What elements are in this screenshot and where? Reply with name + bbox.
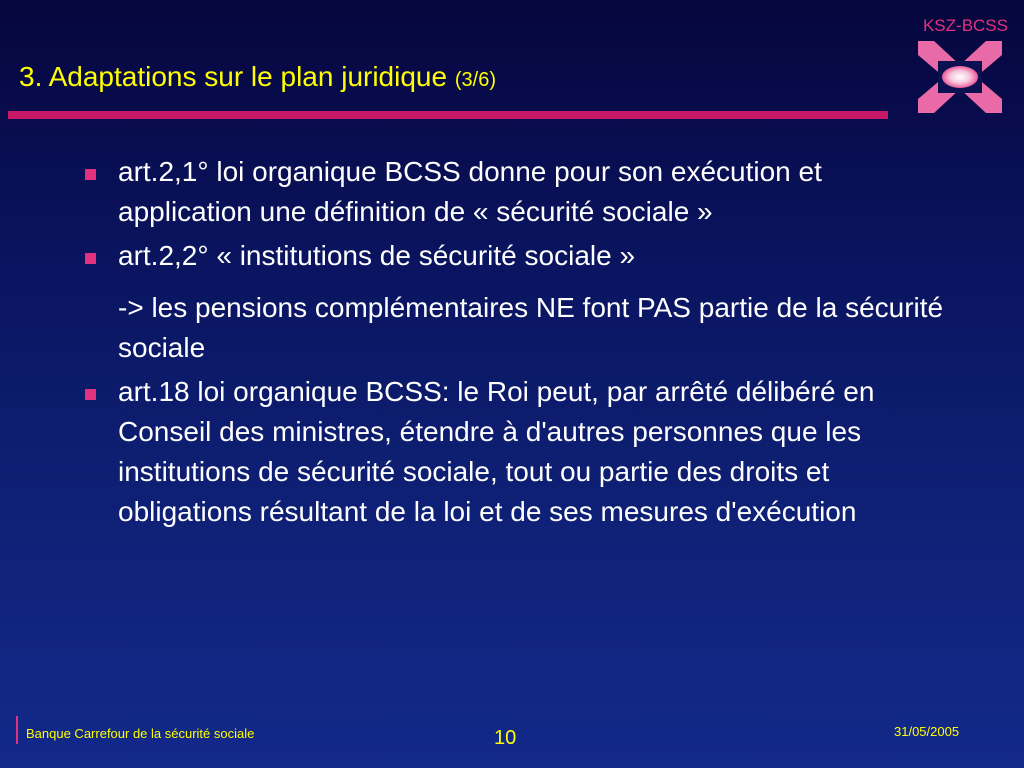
footer-date: 31/05/2005 [894, 724, 960, 739]
bullet-text: art.2,1° loi organique BCSS donne pour son exécution et application une définition de « sécurité sociale » [118, 156, 822, 227]
bullet-item [78, 236, 958, 276]
brand-block [878, 17, 1008, 117]
footer-organization: Banque Carrefour de la sécurité sociale [26, 726, 255, 741]
bullet-item [78, 372, 958, 532]
slide-title-text: 3. Adaptations sur le plan juridique [19, 61, 448, 92]
title-divider [8, 111, 888, 119]
square-bullet-icon [85, 389, 96, 400]
slide-number: 10 [494, 727, 517, 749]
bullet-text: art.2,2° « institutions de sécurité sociale » [118, 240, 636, 271]
bullet-continuation: -> les pensions complémentaires NE font PAS partie de la sécurité sociale [118, 292, 944, 363]
slide-body [78, 152, 958, 532]
square-bullet-icon [85, 253, 96, 264]
brand-name: KSZ-BCSS [922, 16, 1008, 35]
ksz-bcss-logo-icon [918, 41, 1002, 113]
square-bullet-icon [85, 169, 96, 180]
bullet-item [78, 152, 958, 232]
slide-title [19, 62, 496, 93]
slide-title-counter: (3/6) [454, 69, 496, 91]
bullet-text: art.18 loi organique BCSS: le Roi peut, par arrêté délibéré en Conseil des ministres, étendre à d'autres personnes que les institutions de sécurité sociale, tout ou partie des droits et obligations résultant de la loi et de ses mesures d'exécution [118, 376, 875, 527]
footer-divider [16, 716, 18, 744]
